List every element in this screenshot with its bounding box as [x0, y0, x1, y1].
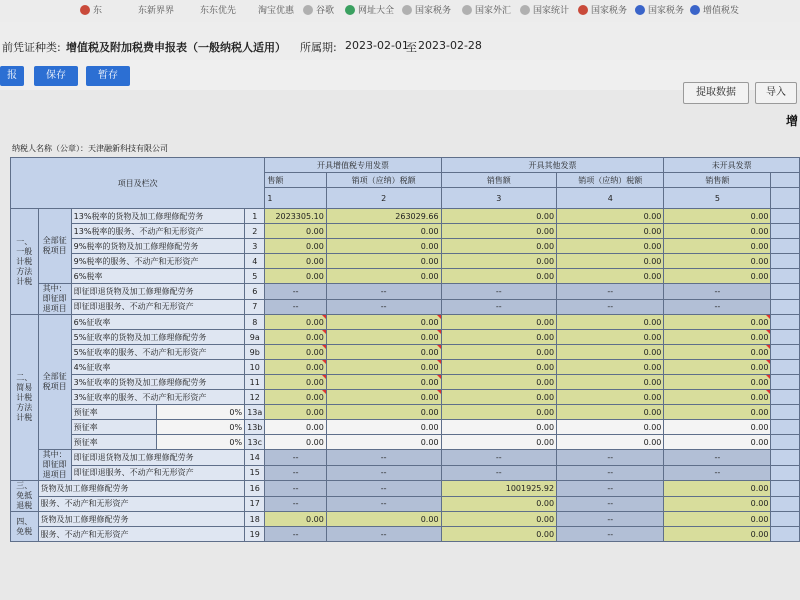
tax-icon	[690, 5, 700, 15]
col-header: 销项（应纳）税额	[557, 173, 664, 188]
period-separator: 至	[406, 41, 417, 54]
table-row	[11, 420, 800, 435]
value-cell-extra	[771, 512, 800, 527]
value-cell[interactable]: 0.00	[326, 405, 441, 420]
row-label: 预征率	[71, 405, 156, 420]
value-cell[interactable]: 0.00	[441, 405, 557, 420]
import-button[interactable]: 导入	[755, 82, 797, 104]
row-label: 预征率	[71, 435, 156, 450]
row-label: 货物及加工修理修配劳务	[38, 512, 245, 527]
col-header: 销项（应纳）税额	[326, 173, 441, 188]
value-cell-extra	[771, 239, 800, 254]
value-cell: --	[557, 527, 664, 542]
value-cell[interactable]: 0.00	[265, 435, 326, 450]
row-number: 9b	[245, 345, 265, 360]
value-cell[interactable]: 0.00	[557, 269, 664, 284]
value-cell[interactable]: 263029.66	[326, 209, 441, 224]
value-cell[interactable]: 0.00	[441, 254, 557, 269]
value-cell[interactable]: 0.00	[326, 330, 441, 345]
col-number: 3	[441, 188, 557, 209]
table-row	[11, 465, 800, 481]
bookmark-favicon-icon	[80, 5, 90, 15]
row-label: 6%征收率	[71, 315, 244, 330]
row-number: 8	[245, 315, 265, 330]
value-cell[interactable]: 0.00	[557, 345, 664, 360]
value-cell: --	[326, 481, 441, 497]
bookmark-6[interactable]: 网址大全	[345, 3, 394, 16]
value-cell: --	[664, 465, 771, 481]
value-cell: --	[265, 465, 326, 481]
row-number: 14	[245, 450, 265, 466]
table-row	[11, 512, 800, 527]
value-cell-extra	[771, 405, 800, 420]
row-number: 6	[245, 284, 265, 300]
value-cell-extra	[771, 224, 800, 239]
value-cell[interactable]: 0.00	[326, 512, 441, 527]
row-number: 11	[245, 375, 265, 390]
section-general: 一、一般计税方法计税	[11, 209, 39, 315]
value-cell[interactable]: 0.00	[441, 390, 557, 405]
row-label: 即征即退服务、不动产和无形资产	[71, 299, 244, 315]
value-cell-extra	[771, 330, 800, 345]
value-cell: --	[557, 450, 664, 466]
value-cell: --	[326, 299, 441, 315]
row-number: 12	[245, 390, 265, 405]
value-cell[interactable]: 0.00	[265, 254, 326, 269]
period-label: 所属期:	[300, 41, 337, 54]
value-cell: --	[326, 465, 441, 481]
value-cell: --	[664, 284, 771, 300]
value-cell[interactable]: 0.00	[265, 330, 326, 345]
value-cell[interactable]: 0.00	[441, 209, 557, 224]
corner-header: 项目及栏次	[11, 158, 265, 209]
row-label: 5%征收率的服务、不动产和无形资产	[71, 345, 244, 360]
table-row	[11, 450, 800, 466]
value-cell-extra	[771, 496, 800, 512]
value-cell[interactable]: 0.00	[664, 375, 771, 390]
value-cell[interactable]: 0.00	[664, 420, 771, 435]
value-cell[interactable]: 0.00	[557, 390, 664, 405]
value-cell: --	[326, 450, 441, 466]
value-cell[interactable]: 0.00	[265, 239, 326, 254]
row-number: 13c	[245, 435, 265, 450]
row-label: 货物及加工修理修配劳务	[38, 481, 245, 497]
form-title-edge: 增	[786, 114, 799, 128]
table-row	[11, 345, 800, 360]
row-number: 13b	[245, 420, 265, 435]
col-number: 1	[265, 188, 326, 209]
value-cell[interactable]: 0.00	[664, 405, 771, 420]
form-title: 增值税及附加税费申报表（一般纳税人适用）	[66, 41, 286, 54]
value-cell-extra	[771, 435, 800, 450]
row-label: 服务、不动产和无形资产	[38, 496, 245, 512]
value-cell[interactable]: 0.00	[664, 209, 771, 224]
value-cell-extra	[771, 254, 800, 269]
row-label: 4%征收率	[71, 360, 244, 375]
value-cell[interactable]: 0.00	[326, 254, 441, 269]
value-cell-extra	[771, 527, 800, 542]
row-number: 18	[245, 512, 265, 527]
value-cell[interactable]: 0.00	[326, 435, 441, 450]
row-number: 1	[245, 209, 265, 224]
value-cell[interactable]: 0.00	[557, 435, 664, 450]
value-cell[interactable]: 0.00	[441, 435, 557, 450]
table-row	[11, 496, 800, 512]
globe-icon	[462, 5, 472, 15]
value-cell[interactable]: 0.00	[557, 360, 664, 375]
row-number: 2	[245, 224, 265, 239]
globe-icon	[402, 5, 412, 15]
table-row	[11, 360, 800, 375]
group-header-no-invoice: 未开具发票	[664, 158, 800, 173]
value-cell[interactable]: 0.00	[664, 390, 771, 405]
bookmark-2[interactable]: 东新界界	[138, 6, 175, 16]
value-cell-extra	[771, 481, 800, 497]
row-label: 6%税率	[71, 269, 244, 284]
value-cell[interactable]: 0.00	[557, 315, 664, 330]
table-row	[11, 269, 800, 284]
value-cell[interactable]: 0.00	[265, 224, 326, 239]
value-cell[interactable]: 0.00	[664, 512, 771, 527]
group-header-other-invoice: 开具其他发票	[441, 158, 664, 173]
value-cell[interactable]: 0.00	[557, 420, 664, 435]
bookmarks-bar	[0, 0, 800, 23]
value-cell-extra	[771, 209, 800, 224]
prepay-rate-input[interactable]: 0%	[156, 435, 245, 450]
value-cell[interactable]: 0.00	[326, 315, 441, 330]
value-cell[interactable]: 0.00	[265, 269, 326, 284]
prepay-rate-input[interactable]: 0%	[156, 405, 245, 420]
value-cell[interactable]: 0.00	[441, 330, 557, 345]
value-cell: --	[265, 284, 326, 300]
value-cell[interactable]: 0.00	[265, 390, 326, 405]
voucher-label: 前凭证种类:	[2, 41, 61, 54]
value-cell: --	[265, 496, 326, 512]
subsection-all-levy: 全部征税项目	[38, 209, 71, 284]
value-cell[interactable]: 0.00	[326, 375, 441, 390]
globe-icon	[520, 5, 530, 15]
value-cell[interactable]: 0.00	[557, 224, 664, 239]
toolbar	[0, 60, 800, 90]
value-cell: --	[557, 481, 664, 497]
row-number: 19	[245, 527, 265, 542]
row-number: 17	[245, 496, 265, 512]
value-cell-extra	[771, 284, 800, 300]
taxpayer-name: 纳税人名称（公章）：天津融新科技有限公司	[12, 144, 168, 153]
value-cell[interactable]: 0.00	[326, 345, 441, 360]
value-cell[interactable]: 0.00	[326, 420, 441, 435]
value-cell: --	[441, 465, 557, 481]
value-cell: --	[441, 450, 557, 466]
period-from: 2023-02-01	[345, 39, 409, 52]
value-cell[interactable]: 0.00	[326, 390, 441, 405]
row-number: 7	[245, 299, 265, 315]
value-cell[interactable]: 0.00	[664, 254, 771, 269]
table-row	[11, 390, 800, 405]
value-cell[interactable]: 0.00	[326, 269, 441, 284]
bookmark-12[interactable]: 增值税发	[690, 3, 739, 16]
section-exempt: 四、免税	[11, 512, 39, 542]
value-cell-extra	[771, 420, 800, 435]
value-cell[interactable]: 0.00	[441, 375, 557, 390]
value-cell[interactable]: 0.00	[265, 512, 326, 527]
row-number: 3	[245, 239, 265, 254]
draft-button[interactable]: 暂存	[86, 66, 130, 86]
subsection-immediate: 其中：即征即退项目	[38, 450, 71, 481]
value-cell[interactable]: 0.00	[441, 420, 557, 435]
value-cell: --	[265, 527, 326, 542]
value-cell[interactable]: 0.00	[441, 315, 557, 330]
row-label: 9%税率的服务、不动产和无形资产	[71, 254, 244, 269]
value-cell: --	[557, 465, 664, 481]
value-cell-extra	[771, 315, 800, 330]
value-cell: --	[557, 284, 664, 300]
value-cell: --	[557, 299, 664, 315]
col-header: 销售额	[664, 173, 771, 188]
bookmark-1[interactable]: 东	[80, 3, 102, 16]
value-cell-extra	[771, 345, 800, 360]
tax-icon	[635, 5, 645, 15]
row-label: 5%征收率的货物及加工修理修配劳务	[71, 330, 244, 345]
table-row	[11, 527, 800, 542]
bookmark-7[interactable]: 国家税务	[402, 3, 451, 16]
value-cell: --	[326, 527, 441, 542]
value-cell-extra	[771, 450, 800, 466]
value-cell[interactable]: 0.00	[326, 224, 441, 239]
bookmark-4[interactable]: 淘宝优惠	[258, 6, 295, 16]
table-row	[11, 435, 800, 450]
tax-icon	[578, 5, 588, 15]
value-cell: --	[326, 496, 441, 512]
value-cell[interactable]: 0.00	[664, 481, 771, 497]
col-number: 4	[557, 188, 664, 209]
value-cell[interactable]: 0.00	[664, 527, 771, 542]
globe-icon	[345, 5, 355, 15]
globe-icon	[303, 5, 313, 15]
value-cell-extra	[771, 390, 800, 405]
row-label: 即征即退货物及加工修理修配劳务	[71, 284, 244, 300]
value-cell[interactable]: 0.00	[265, 405, 326, 420]
table-row	[11, 239, 800, 254]
row-number: 13a	[245, 405, 265, 420]
value-cell[interactable]: 0.00	[664, 269, 771, 284]
value-cell[interactable]: 0.00	[557, 375, 664, 390]
bookmark-8[interactable]: 国家外汇	[462, 3, 511, 16]
table-row	[11, 481, 800, 497]
subsection-immediate: 其中：即征即退项目	[38, 284, 71, 315]
value-cell[interactable]: 0.00	[265, 420, 326, 435]
row-number: 16	[245, 481, 265, 497]
value-cell: --	[265, 481, 326, 497]
table-row	[11, 224, 800, 239]
section-exempt-refund: 三、免抵退税	[11, 481, 39, 512]
value-cell[interactable]: 0.00	[664, 360, 771, 375]
section-simple: 二、简易计税方法计税	[11, 315, 39, 481]
fetch-data-button[interactable]: 提取数据	[683, 82, 749, 104]
bookmark-10[interactable]: 国家税务	[578, 3, 627, 16]
value-cell[interactable]: 0.00	[265, 360, 326, 375]
bookmark-3[interactable]: 东东优先	[200, 6, 237, 16]
group-header-special-invoice: 开具增值税专用发票	[265, 158, 441, 173]
value-cell: --	[441, 284, 557, 300]
value-cell[interactable]: 0.00	[664, 496, 771, 512]
value-cell[interactable]: 0.00	[557, 254, 664, 269]
table-row	[11, 284, 800, 300]
save-button[interactable]: 保存	[34, 66, 78, 86]
value-cell[interactable]: 0.00	[441, 360, 557, 375]
table-row	[11, 209, 800, 224]
value-cell[interactable]: 0.00	[441, 345, 557, 360]
table-row	[11, 330, 800, 345]
declaration-table	[10, 157, 800, 542]
value-cell-extra	[771, 375, 800, 390]
value-cell[interactable]: 0.00	[664, 435, 771, 450]
row-label: 即征即退货物及加工修理修配劳务	[71, 450, 244, 466]
value-cell[interactable]: 0.00	[557, 330, 664, 345]
value-cell: --	[326, 284, 441, 300]
row-label: 服务、不动产和无形资产	[38, 527, 245, 542]
value-cell[interactable]: 0.00	[557, 209, 664, 224]
value-cell[interactable]: 0.00	[664, 224, 771, 239]
value-cell: --	[441, 299, 557, 315]
row-label: 13%税率的货物及加工修理修配劳务	[71, 209, 244, 224]
value-cell[interactable]: 0.00	[265, 375, 326, 390]
row-label: 预征率	[71, 420, 156, 435]
value-cell[interactable]: 0.00	[664, 345, 771, 360]
value-cell[interactable]: 0.00	[441, 512, 557, 527]
row-label: 13%税率的服务、不动产和无形资产	[71, 224, 244, 239]
value-cell[interactable]: 0.00	[441, 527, 557, 542]
col-number-extra	[771, 188, 800, 209]
col-number: 5	[664, 188, 771, 209]
value-cell[interactable]: 0.00	[557, 239, 664, 254]
table-row	[11, 405, 800, 420]
value-cell[interactable]: 0.00	[441, 496, 557, 512]
value-cell-extra	[771, 360, 800, 375]
bookmark-11[interactable]: 国家税务	[635, 3, 684, 16]
prepay-rate-input[interactable]: 0%	[156, 420, 245, 435]
value-cell[interactable]: 0.00	[664, 330, 771, 345]
value-cell[interactable]: 0.00	[326, 360, 441, 375]
row-number: 5	[245, 269, 265, 284]
value-cell[interactable]: 0.00	[265, 315, 326, 330]
row-number: 4	[245, 254, 265, 269]
value-cell[interactable]: 0.00	[664, 315, 771, 330]
bookmark-5[interactable]: 谷歌	[303, 3, 334, 16]
table-row	[11, 375, 800, 390]
col-number: 2	[326, 188, 441, 209]
value-cell[interactable]: 0.00	[441, 224, 557, 239]
value-cell[interactable]: 0.00	[557, 405, 664, 420]
value-cell[interactable]: 1001925.92	[441, 481, 557, 497]
row-number: 15	[245, 465, 265, 481]
col-header: 售额	[265, 173, 326, 188]
table-row	[11, 254, 800, 269]
row-label: 即征即退服务、不动产和无形资产	[71, 465, 244, 481]
form-header	[0, 22, 800, 64]
value-cell: --	[664, 299, 771, 315]
col-header: 销售额	[441, 173, 557, 188]
value-cell-extra	[771, 299, 800, 315]
row-number: 10	[245, 360, 265, 375]
value-cell: --	[265, 299, 326, 315]
row-label: 3%征收率的服务、不动产和无形资产	[71, 390, 244, 405]
value-cell: --	[664, 450, 771, 466]
value-cell[interactable]: 0.00	[441, 239, 557, 254]
value-cell: --	[557, 496, 664, 512]
value-cell[interactable]: 2023305.10	[265, 209, 326, 224]
col-header-extra	[771, 173, 800, 188]
report-button[interactable]: 报	[0, 66, 24, 86]
value-cell[interactable]: 0.00	[326, 239, 441, 254]
value-cell: --	[557, 512, 664, 527]
period-to: 2023-02-28	[418, 39, 482, 52]
value-cell: --	[265, 450, 326, 466]
value-cell-extra	[771, 465, 800, 481]
row-label: 9%税率的货物及加工修理修配劳务	[71, 239, 244, 254]
subsection-all-levy: 全部征税项目	[38, 315, 71, 450]
bookmark-9[interactable]: 国家统计	[520, 3, 569, 16]
table-row	[11, 299, 800, 315]
value-cell[interactable]: 0.00	[664, 239, 771, 254]
row-label: 3%征收率的货物及加工修理修配劳务	[71, 375, 244, 390]
value-cell[interactable]: 0.00	[265, 345, 326, 360]
value-cell[interactable]: 0.00	[441, 269, 557, 284]
row-number: 9a	[245, 330, 265, 345]
table-row	[11, 315, 800, 330]
value-cell-extra	[771, 269, 800, 284]
